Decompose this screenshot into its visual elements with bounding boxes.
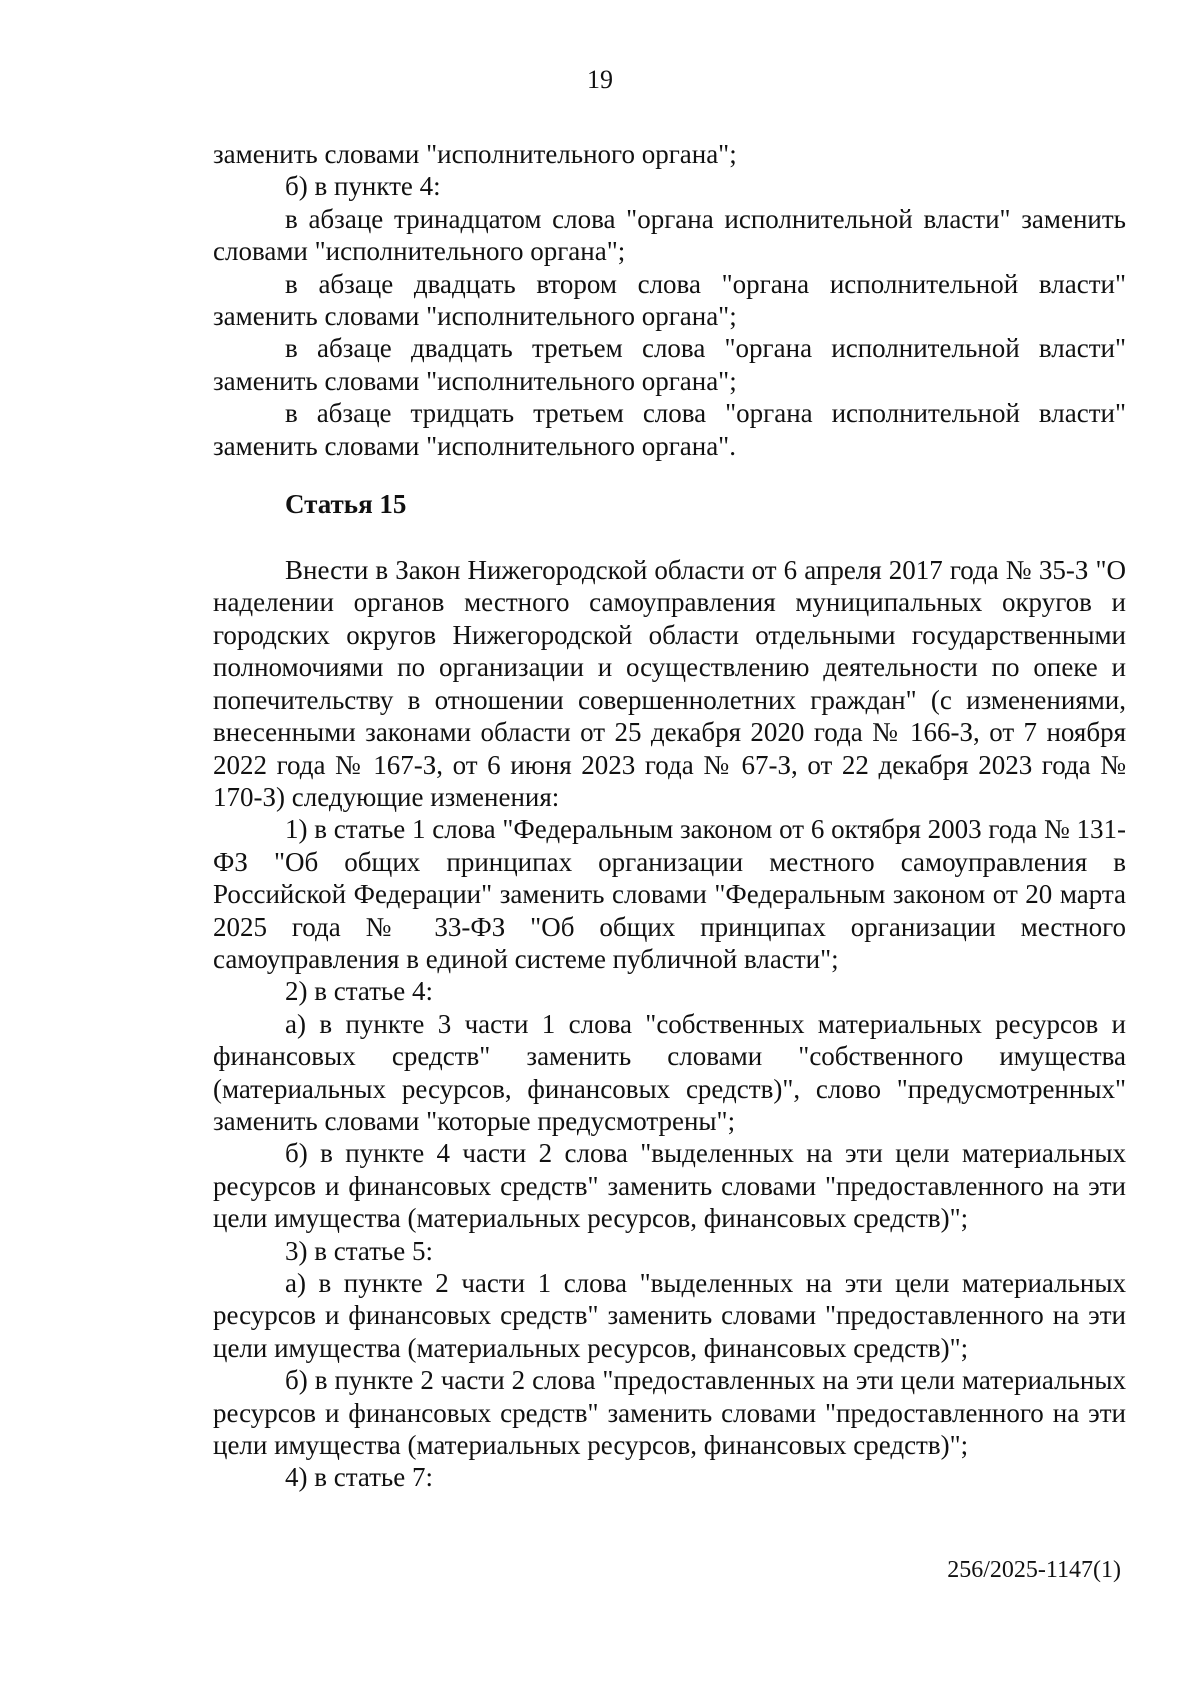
paragraph: б) в пункте 2 части 2 слова "предоставленных на эти цели материальных ресурсов и финансовых средств" заменить словами "предоставленного на эти цели имущества (материальных ресурсов, финансовых средств)"; [213,1365,1126,1461]
article-heading: Статья 15 [285,489,407,520]
paragraph: в абзаце тридцать третьем слова "органа исполнительной власти" заменить словами "исполнительного органа". [213,398,1126,461]
paragraph: а) в пункте 3 части 1 слова "собственных материальных ресурсов и финансовых средств" заменить словами "собственного имущества (материальных ресурсов, финансовых средств)", слово "предусмотренных" заменить словами "которые предусмотрены"; [213,1008,1126,1136]
article-section [213,554,1126,1494]
paragraph: в абзаце двадцать втором слова "органа исполнительной власти" заменить словами "исполнительного органа"; [213,268,1126,332]
paragraph: б) в пункте 4: [285,171,441,202]
paragraph: в абзаце двадцать третьем слова "органа исполнительной власти" заменить словами "исполнительного органа"; [213,333,1126,396]
page-number: 19 [587,65,613,94]
paragraph: 2) в статье 4: [285,976,433,1007]
paragraph: 4) в статье 7: [285,1462,433,1493]
paragraph: 3) в статье 5: [285,1235,433,1266]
top-section [213,138,1126,462]
paragraph: Внести в Закон Нижегородской области от 6 апреля 2017 года № 35-З "О наделении органов местного самоуправления муниципальных округов и городских округов Нижегородской области отдельными государственными полномочиями по организации и осуществлению деятельности по опеке и попечительству в отношении совершеннолетних граждан" (с изменениями, внесенными законами области от 25 декабря 2020 года № 166-З, от 7 ноября 2022 года № 167-З, от 6 июня 2023 года № 67-З, от 22 декабря 2023 года № 170-З) следующие изменения: [213,555,1126,812]
document-code: 256/2025-1147(1) [947,1557,1121,1583]
paragraph: в абзаце тринадцатом слова "органа исполнительной власти" заменить словами "исполнительного органа"; [213,203,1126,267]
document-body [213,138,1126,1494]
paragraph: б) в пункте 4 части 2 слова "выделенных на эти цели материальных ресурсов и финансовых средств" заменить словами "предоставленного на эти цели имущества (материальных ресурсов, финансовых средств)"; [213,1138,1126,1234]
paragraph: 1) в статье 1 слова "Федеральным законом от 6 октября 2003 года № 131-ФЗ "Об общих принципах организации местного самоуправления в Российской Федерации" заменить словами "Федеральным законом от 20 марта 2025 года № 33-ФЗ "Об общих принципах организации местного самоуправления в единой системе публичной власти"; [213,814,1126,974]
paragraph: а) в пункте 2 части 1 слова "выделенных на эти цели материальных ресурсов и финансовых средств" заменить словами "предоставленного на эти цели имущества (материальных ресурсов, финансовых средств)"; [213,1268,1126,1363]
paragraph: заменить словами "исполнительного органа"; [213,139,737,169]
